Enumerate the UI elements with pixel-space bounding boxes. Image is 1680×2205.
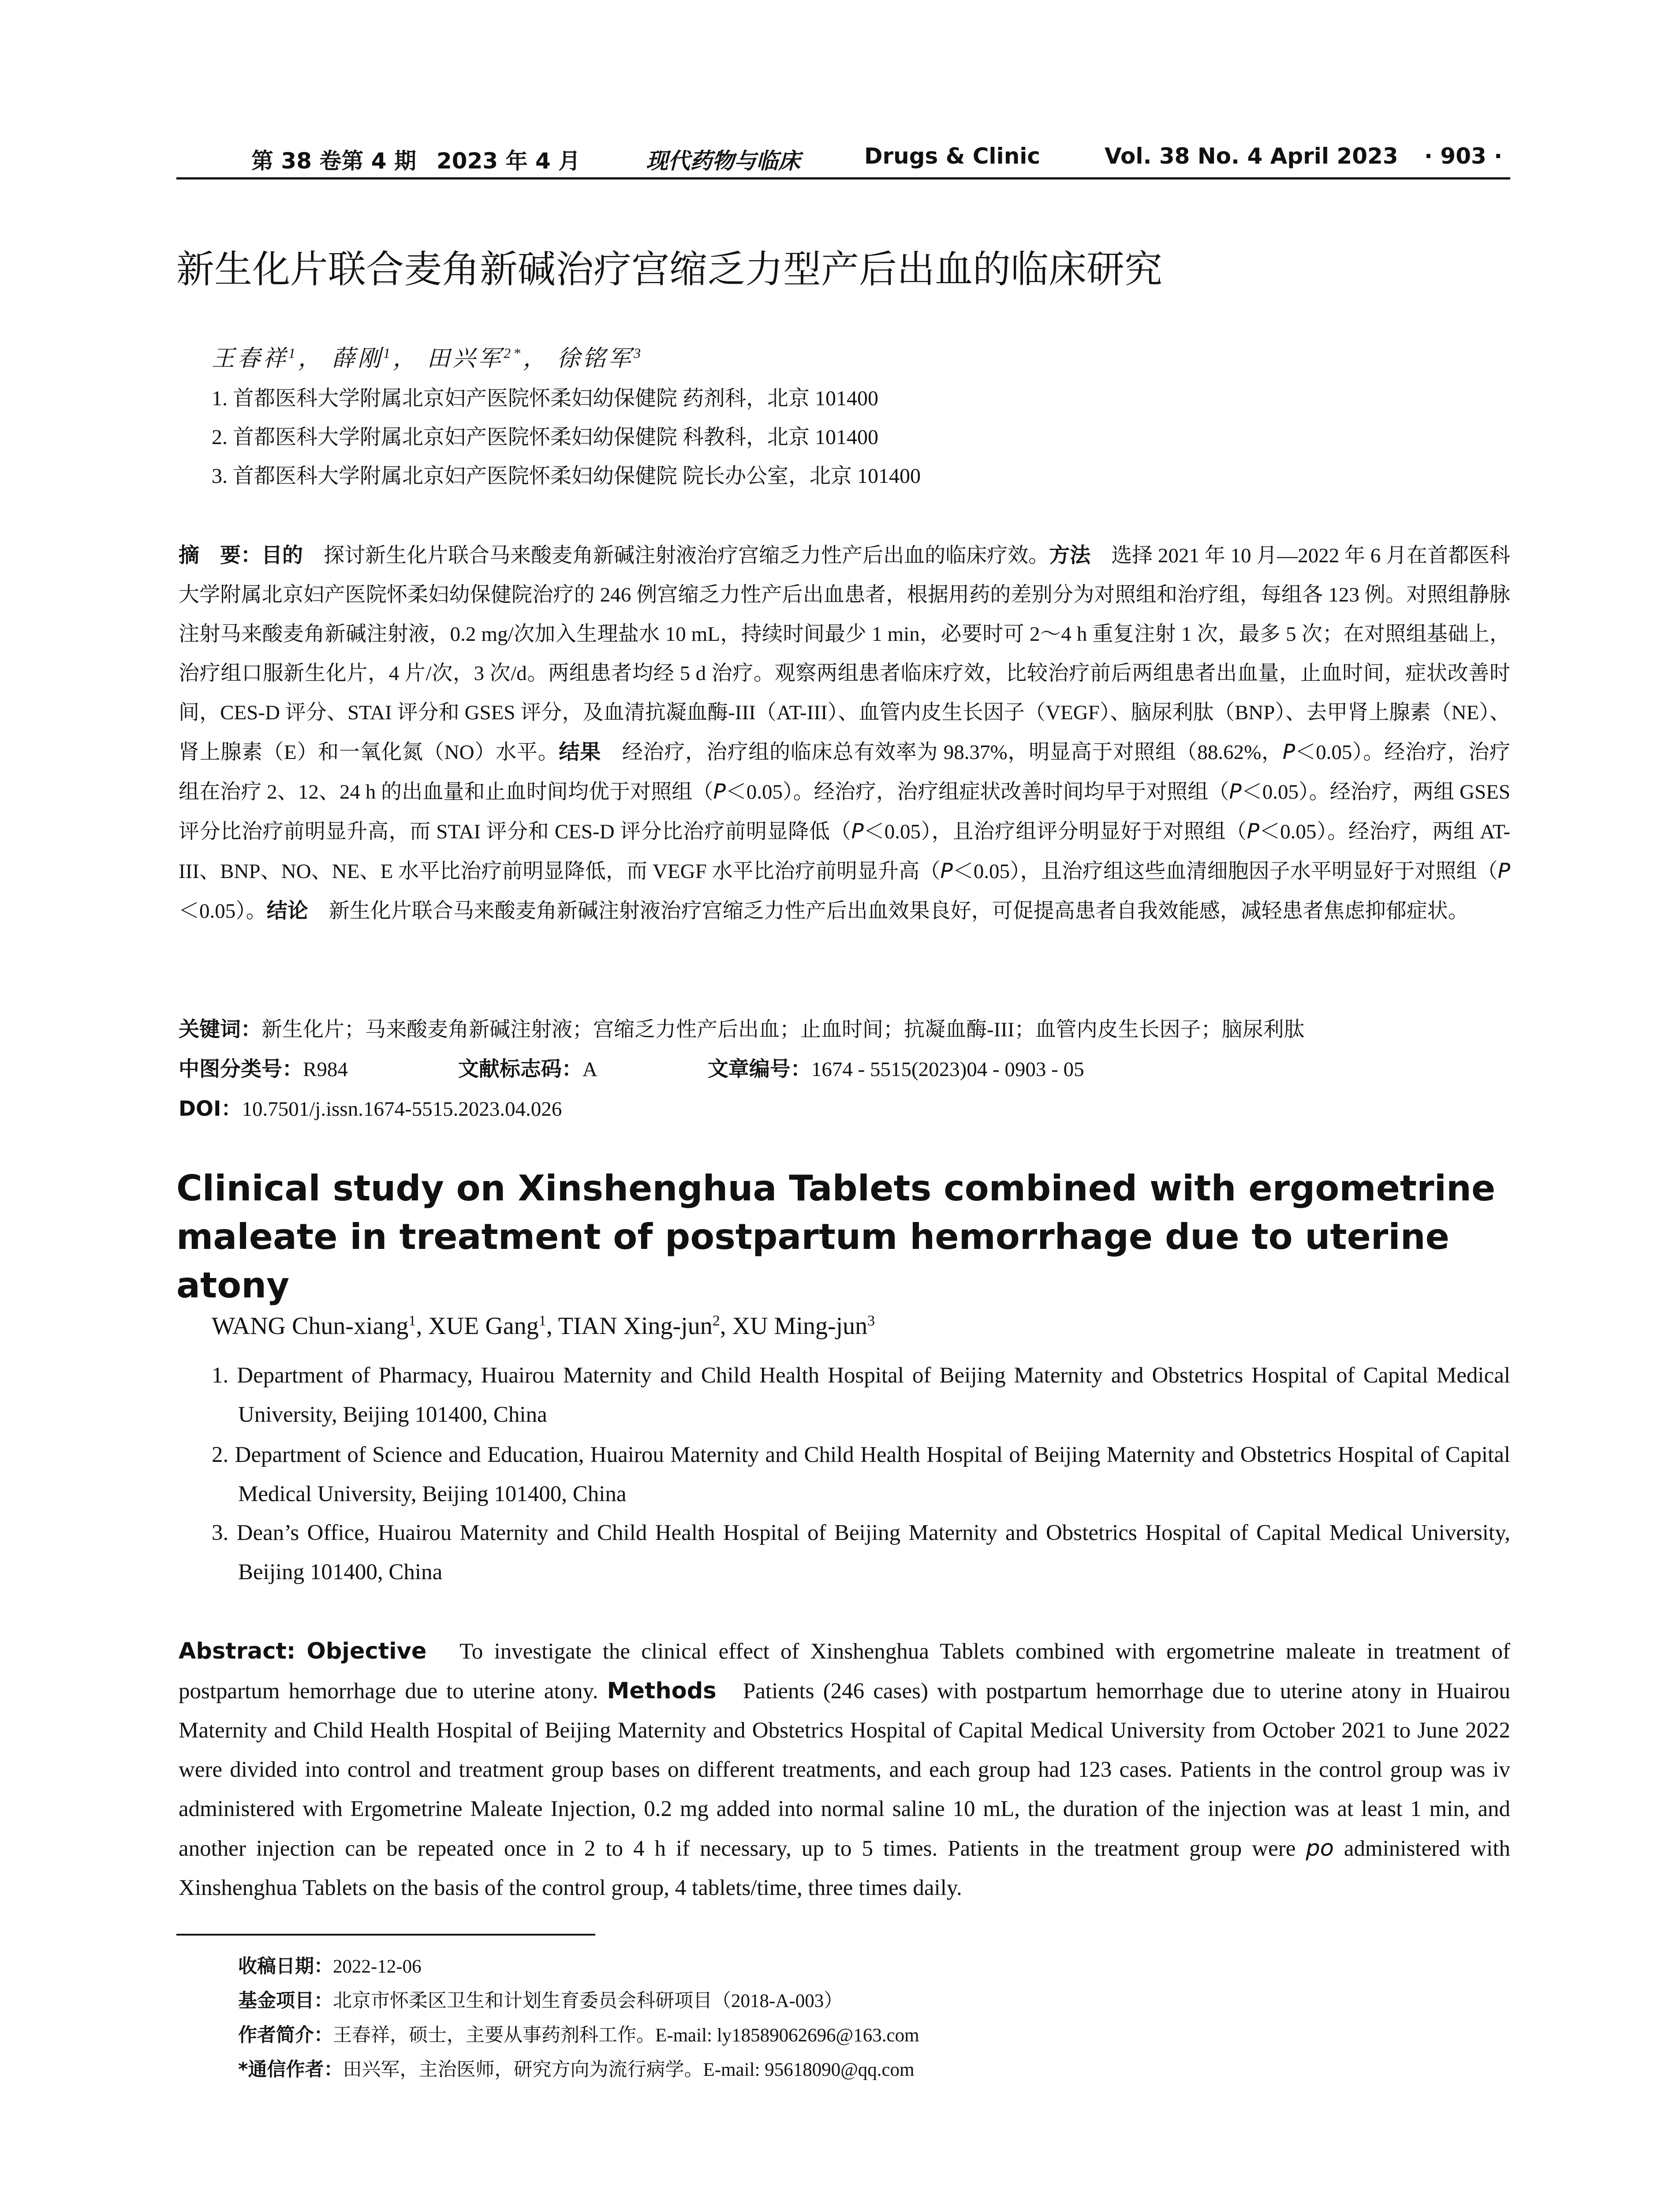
author-en-1-sup: 1: [408, 1312, 416, 1329]
results-cn-text-3: ＜0.05）。经治疗，治疗组症状改善时间均早于对照组（: [725, 781, 1229, 804]
author-en-2-sup: 1: [538, 1312, 546, 1329]
affiliation-en-2-text: Department of Science and Education, Huairou Maternity and Child Health Hospital of Beijing Maternity and Obstetrics Hospital of Capital Medical University, Beijing 101400, China: [235, 1443, 1510, 1506]
author-en-4: , XU Ming-jun: [720, 1312, 868, 1340]
p-value-5: P: [1247, 819, 1260, 844]
doi-link[interactable]: 10.7501/j.issn.1674-5515.2023.04.026: [242, 1098, 562, 1121]
footnote-fund: [238, 1984, 843, 2018]
footnote-received: [238, 1949, 422, 1984]
header-journal-en: Drugs & Clinic: [864, 143, 1041, 169]
footnote-author-bio: [238, 2018, 919, 2053]
author-cn-4: 徐铭军: [557, 346, 634, 371]
header-date-cn: 2023 年 4 月: [437, 148, 581, 174]
doc-code-label: 文献标志码：: [458, 1057, 582, 1081]
methods-en-label: Methods: [607, 1678, 717, 1704]
p-value-6: P: [940, 859, 953, 883]
clc-label: 中图分类号：: [179, 1057, 303, 1081]
header-volume-cn: 第 38 卷第 4 期: [251, 148, 416, 174]
abstract-en-label: Abstract:: [179, 1638, 296, 1664]
objective-cn-label: 目的: [261, 543, 303, 568]
keywords-cn-label: 关键词：: [179, 1017, 261, 1042]
abstract-en: [179, 1632, 1510, 1908]
methods-cn-label: 方法: [1049, 543, 1091, 568]
affiliation-en-1-num: 1.: [212, 1363, 229, 1388]
affiliation-cn-2: 2. 首都医科大学附属北京妇产医院怀柔妇幼保健院 科教科，北京 101400: [212, 426, 879, 449]
clc-value: R984: [303, 1058, 348, 1081]
header-rule: [176, 177, 1510, 179]
p-value-2: P: [713, 780, 726, 804]
objective-en-label: Objective: [306, 1638, 427, 1664]
objective-en-text: To investigate the clinical effect of Xinshenghua Tablets combined with ergometrine maleate in treatment of postpartum hemorrhage due to uterine atony.: [179, 1639, 1510, 1704]
affiliation-en-2-num: 2.: [212, 1443, 229, 1467]
keywords-cn-text: 新生化片；马来酸麦角新碱注射液；宫缩乏力性产后出血；止血时间；抗凝血酶-III；血管内皮生长因子；脑尿利肽: [261, 1018, 1305, 1041]
results-cn-text-7: ＜0.05），且治疗组这些血清细胞因子水平明显好于对照组（: [952, 860, 1498, 883]
author-cn-3-sup: 2*: [504, 345, 523, 361]
doc-code-value: A: [582, 1058, 597, 1081]
p-value-7: P: [1497, 859, 1511, 883]
author-en-1: WANG Chun-xiang: [212, 1312, 409, 1340]
title-en: Clinical study on Xinshenghua Tablets combined with ergometrine maleate in treatment of postpartum hemorrhage due to uterine atony: [176, 1168, 1496, 1306]
author-cn-3: 田兴军: [427, 346, 504, 371]
author-en-3-sup: 2: [712, 1312, 720, 1329]
affiliation-en-3-text: Dean’s Office, Huairou Maternity and Child Health Hospital of Beijing Maternity and Obstetrics Hospital of Capital Medical University, Beijing 101400, China: [236, 1521, 1511, 1585]
bio-label: 作者简介：: [238, 2024, 333, 2046]
p-value-4: P: [851, 819, 864, 844]
p-value-1: P: [1282, 740, 1295, 764]
footnote-corresponding: [238, 2052, 915, 2087]
affiliation-en-1: [212, 1356, 1510, 1435]
results-cn-text-1: 经治疗，治疗组的临床总有效率为 98.37%，明显高于对照组（88.62%，: [622, 741, 1283, 764]
article-number-value: 1674 - 5515(2023)04 - 0903 - 05: [811, 1058, 1084, 1081]
running-header: [176, 143, 1510, 179]
methods-en-text-2: administered with Xinshenghua Tablets on the basis of the control group, 4 tablets/time, three times daily.: [179, 1836, 1510, 1900]
authors-cn: 王春祥$^1$， 薛刚$^1$， 田兴军$^{2*}$， 徐铭军$^3$: [212, 345, 644, 371]
author-en-3: , TIAN Xing-jun: [546, 1312, 713, 1340]
conclusion-cn-label: 结论: [266, 899, 308, 923]
results-cn-text-5: ＜0.05），且治疗组评分明显好于对照组（: [863, 820, 1247, 843]
author-cn-2: 薛刚: [332, 346, 384, 371]
conclusion-cn-text: 新生化片联合马来酸麦角新碱注射液治疗宫缩乏力性产后出血效果良好，可促提高患者自我效能感，减轻患者焦虑抑郁症状。: [329, 900, 1469, 923]
author-en-2: , XUE Gang: [416, 1312, 539, 1340]
bio-text: 王春祥，硕士，主要从事药剂科工作。E-mail: ly18589062696@163.com: [333, 2025, 919, 2046]
author-cn-1: 王春祥: [212, 346, 289, 371]
corresponding-text: 田兴军，主治医师，研究方向为流行病学。E-mail: 95618090@qq.com: [343, 2059, 915, 2080]
header-volume-en: Vol. 38 No. 4 April 2023: [1105, 143, 1398, 169]
abstract-cn: [179, 536, 1510, 931]
methods-cn-text: 选择 2021 年 10 月—2022 年 6 月在首都医科大学附属北京妇产医院怀柔妇幼保健院治疗的 246 例宫缩乏力性产后出血患者，根据用药的差别分为对照组和治疗组，每组各 123 例。对照组静脉注射马来酸麦角新碱注射液，0.2 mg/次加入生理盐水 10 mL，持续时间最少 1 min，必要时可 2～4 h 重复注射 1 次，最多 5 次；在对照组基础上，治疗组口服新生化片，4 片/次，3 次/d。两组患者均经 5 d 治疗。观察两组患者临床疗效，比较治疗前后两组患者出血量，止血时间，症状改善时间，CES-D 评分、STAI 评分和 GSES 评分，及血清抗凝血酶-III（AT-III）、血管内皮生长因子（VEGF）、脑尿利肽（BNP）、去甲肾上腺素（NE）、肾上腺素（E）和一氧化氮（NO）水平。: [179, 544, 1511, 764]
fund-label: 基金项目：: [238, 1990, 333, 2012]
corresponding-label: *通信作者：: [238, 2059, 343, 2081]
po-abbrev: po: [1306, 1835, 1334, 1861]
abstract-cn-label: 摘 要：: [179, 543, 262, 568]
methods-en-text-1: Patients (246 cases) with postpartum hemorrhage due to uterine atony in Huairou Maternity and Child Health Hospital of Beijing Maternity and Obstetrics Hospital of Capital Medical University from October 2021 to June 2022 were divided into control and treatment group bases on different treatments, and each group had 123 cases. Patients in the control group was iv administered with Ergometrine Maleate Injection, 0.2 mg added into normal saline 10 mL, the duration of the injection was at least 1 min, and another injection can be repeated once in 2 to 4 h if necessary, up to 5 times. Patients in the treatment group were: [179, 1679, 1511, 1861]
affiliation-en-3-num: 3.: [212, 1521, 229, 1545]
author-cn-2-sup: 1: [383, 345, 393, 361]
received-date: 2022-12-06: [333, 1956, 422, 1977]
footnote-rule: [176, 1934, 595, 1936]
results-cn-text-4: ＜0.05）。经治疗，两组 GSES 评分比治疗前明显升高，而 STAI 评分和 CES-D 评分比治疗前明显降低（: [179, 781, 1511, 843]
header-journal-cn: 现代药物与临床: [646, 149, 800, 173]
received-label: 收稿日期：: [238, 1955, 333, 1977]
results-cn-label: 结果: [559, 740, 601, 764]
objective-cn-text: 探讨新生化片联合马来酸麦角新碱注射液治疗宫缩乏力性产后出血的临床疗效。: [324, 544, 1049, 567]
p-value-3: P: [1229, 780, 1242, 804]
affiliation-en-3: [212, 1514, 1510, 1592]
results-cn-text-2: ＜0.05）。经治疗，治疗组在治疗 2、12、24 h 的出血量和止血时间均优于对照组（: [179, 741, 1511, 804]
doi-line: [179, 1089, 562, 1129]
results-cn-text-8: ＜0.05）。: [179, 900, 267, 923]
affiliation-cn-1: 1. 首都医科大学附属北京妇产医院怀柔妇幼保健院 药剂科，北京 101400: [212, 387, 879, 410]
authors-en: [212, 1312, 875, 1340]
fund-text: 北京市怀柔区卫生和计划生育委员会科研项目（2018-A-003）: [333, 1991, 843, 2011]
author-en-4-sup: 3: [867, 1312, 875, 1329]
title-cn: 新生化片联合麦角新碱治疗宫缩乏力型产后出血的临床研究: [176, 247, 1162, 292]
results-cn-text-6: ＜0.05）。经治疗，两组 AT-III、BNP、NO、NE、E 水平比治疗前明显降低，而 VEGF 水平比治疗前明显升高（: [179, 820, 1511, 883]
doi-label: DOI：: [179, 1097, 242, 1121]
classification-line: [179, 1050, 1084, 1089]
header-page-number: · 903 ·: [1424, 143, 1503, 169]
author-cn-1-sup: 1: [288, 345, 299, 361]
article-number-label: 文章编号：: [707, 1057, 811, 1081]
affiliation-en-2: [212, 1435, 1510, 1514]
author-cn-4-sup: 3: [634, 345, 644, 361]
affiliation-en-1-text: Department of Pharmacy, Huairou Maternity and Child Health Hospital of Beijing Maternity and Obstetrics Hospital of Capital Medical University, Beijing 101400, China: [237, 1363, 1511, 1427]
affiliation-cn-3: 3. 首都医科大学附属北京妇产医院怀柔妇幼保健院 院长办公室，北京 101400: [212, 464, 921, 488]
keywords-cn: [179, 1010, 1510, 1050]
